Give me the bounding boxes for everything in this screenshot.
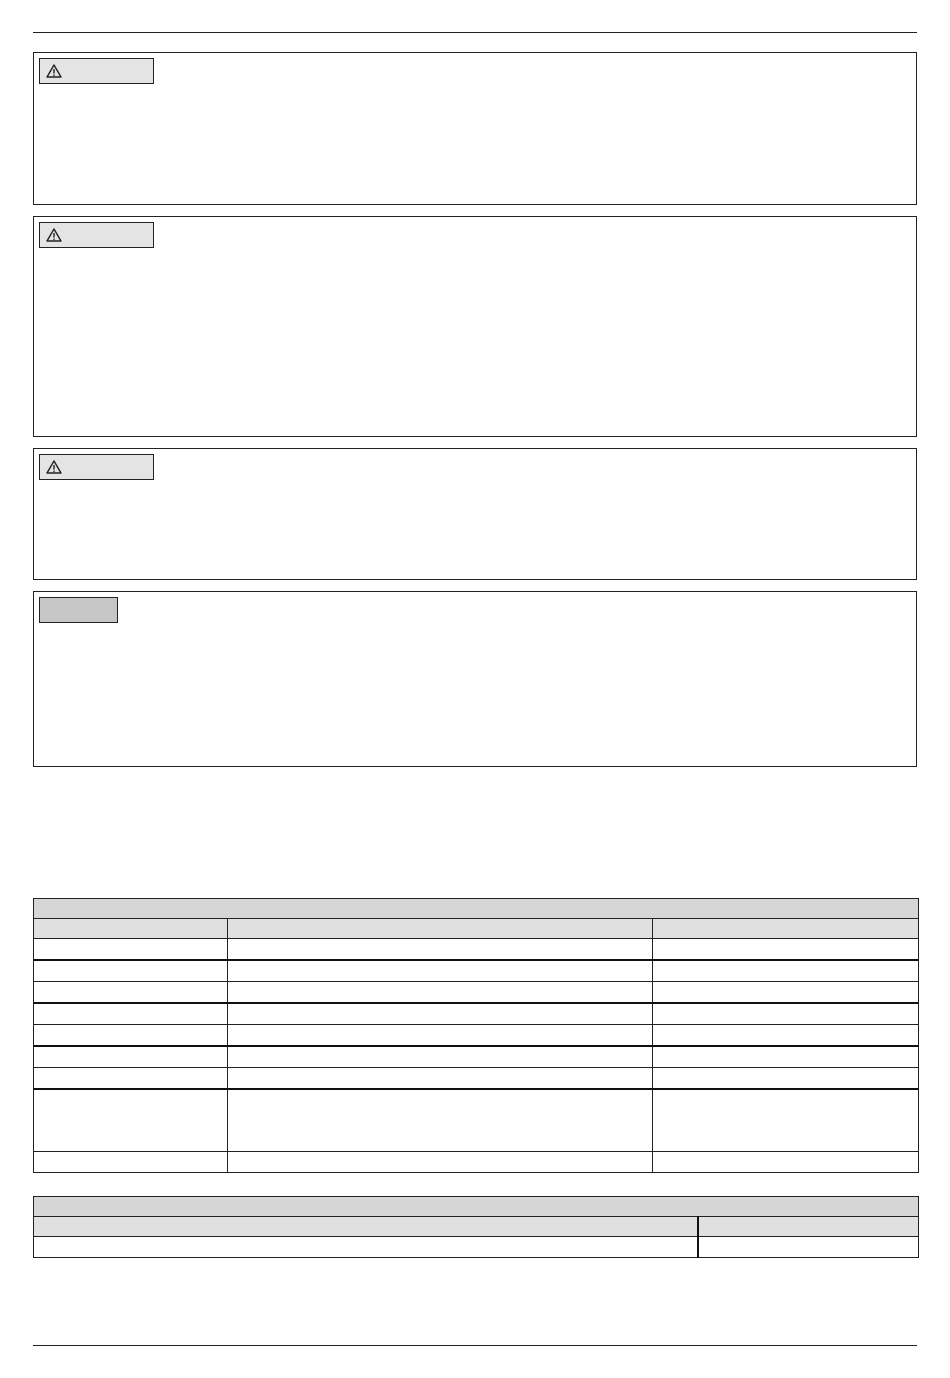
table-cell (228, 1025, 653, 1047)
table-cell (653, 982, 919, 1004)
table-cell (653, 939, 919, 961)
column-header (653, 919, 919, 939)
table-cell (653, 1003, 919, 1025)
table-cell (228, 1046, 653, 1068)
column-header (698, 1217, 919, 1237)
footer-rule (33, 1345, 917, 1346)
table-cell (653, 960, 919, 982)
table-cell (34, 1237, 698, 1258)
table-row (34, 1089, 919, 1152)
header-rule (33, 32, 917, 33)
column-header (228, 919, 653, 939)
table-cell (34, 1025, 228, 1047)
table-cell (653, 1025, 919, 1047)
warning-box-1 (33, 52, 917, 205)
table-cell (228, 960, 653, 982)
table-title (34, 1197, 919, 1217)
table-cell (228, 1089, 653, 1152)
warning-box-3 (33, 448, 917, 580)
table-cell (34, 1089, 228, 1152)
table-row (34, 939, 919, 961)
warning-triangle-icon (46, 64, 62, 78)
column-header (34, 1217, 698, 1237)
table-row (34, 1237, 919, 1258)
warning-box-2 (33, 216, 917, 437)
warning-label-3 (39, 454, 154, 480)
table-cell (653, 1152, 919, 1173)
table-cell (34, 1046, 228, 1068)
table-cell (228, 939, 653, 961)
table-cell (653, 1046, 919, 1068)
table-cell (698, 1237, 919, 1258)
spec-table-a (33, 898, 919, 1173)
table-cell (228, 982, 653, 1004)
table-title (34, 899, 919, 919)
warning-label-1 (39, 58, 154, 84)
note-label (39, 597, 118, 623)
table-row (34, 1025, 919, 1047)
table-row (34, 960, 919, 982)
table-row (34, 1152, 919, 1173)
warning-label-2 (39, 222, 154, 248)
table-cell (34, 1068, 228, 1090)
table-cell (228, 1152, 653, 1173)
table-cell (653, 1089, 919, 1152)
table-cell (228, 1003, 653, 1025)
table-cell (34, 939, 228, 961)
table-cell (653, 1068, 919, 1090)
warning-triangle-icon (46, 460, 62, 474)
table-row (34, 1003, 919, 1025)
note-box (33, 591, 917, 767)
table-cell (228, 1068, 653, 1090)
warning-triangle-icon (46, 228, 62, 242)
table-row (34, 1046, 919, 1068)
table-row (34, 1068, 919, 1090)
table-cell (34, 960, 228, 982)
table-cell (34, 1152, 228, 1173)
table-cell (34, 982, 228, 1004)
spec-table-b (33, 1196, 919, 1258)
table-cell (34, 1003, 228, 1025)
table-row (34, 982, 919, 1004)
column-header (34, 919, 228, 939)
